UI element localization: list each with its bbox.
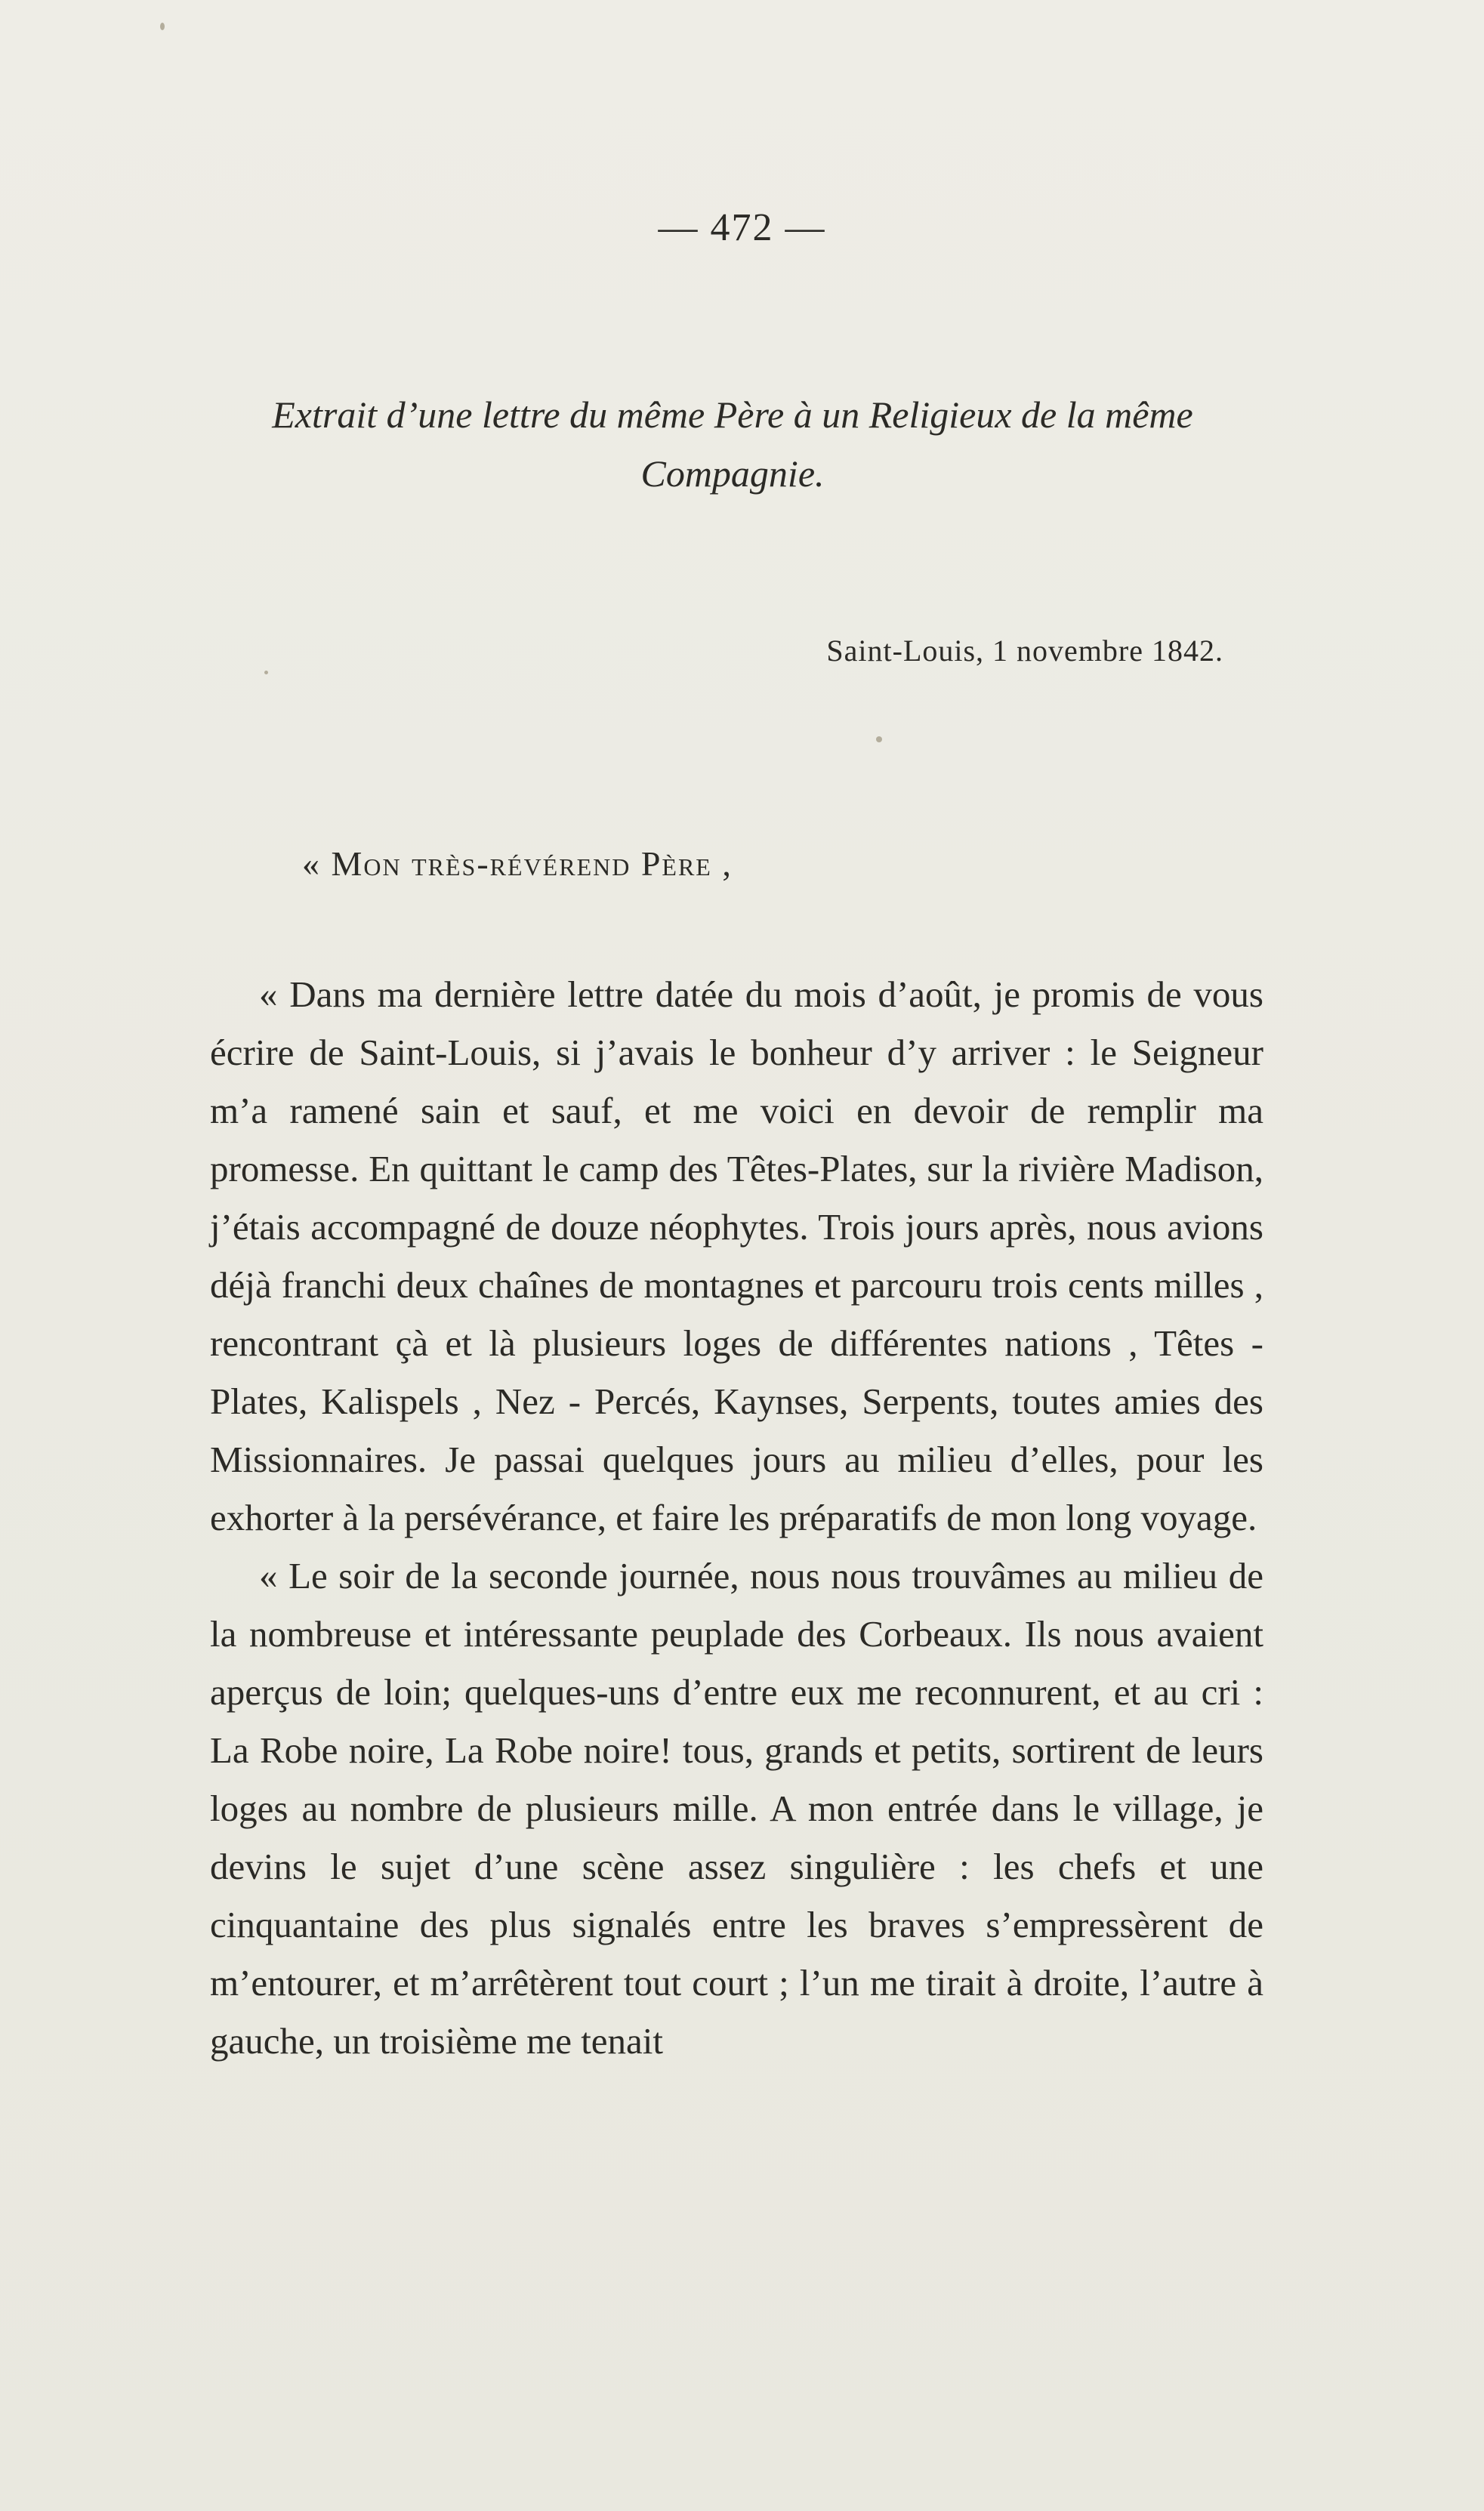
page-number: — 472 — (658, 206, 826, 249)
letter-dateline: Saint-Louis, 1 novembre 1842. (826, 634, 1223, 668)
letter-salutation: « Mon très-révérend Père , (302, 844, 733, 883)
body-paragraph: « Dans ma dernière lettre datée du mois d’août, je promis de vous écrire de Saint-Louis, si j’avais le bonheur d’y arriver : le Seigneur m’a ramené sain et sauf, et me voici en devoir de remplir ma promesse. En quittant le camp des Têtes-Plates, sur la rivière Madison, j’étais accompagné de douze néophytes. Trois jours après, nous avions déjà franchi deux chaînes de montagnes et parcouru trois cents milles , rencontrant çà et là plusieurs loges de différentes nations , Têtes - Plates, Kalispels , Nez - Percés, Kaynses, Serpents, toutes amies des Missionnaires. Je passai quelques jours au milieu d’elles, pour les exhorter à la persévérance, et faire les préparatifs de mon long voyage. (210, 973, 1263, 1538)
print-speck (876, 736, 882, 742)
letter-body (210, 965, 1263, 2070)
letter-heading: Extrait d’une lettre du même Père à un Religieux de la même Compagnie. (272, 393, 1193, 495)
body-paragraph: « Le soir de la seconde journée, nous nous trouvâmes au milieu de la nombreuse et intéressante peuplade des Corbeaux. Ils nous avaient aperçus de loin; quelques-uns d’entre eux me reconnurent, et au cri : La Robe noire, La Robe noire! tous, grands et petits, sortirent de leurs loges au nombre de plusieurs mille. A mon entrée dans le village, je devins le sujet d’une scène assez singulière : les chefs et une cinquantaine des plus signalés entre les braves s’empressèrent de m’entourer, et m’arrêtèrent tout court ; l’un me tirait à droite, l’autre à gauche, un troisième me tenait (210, 1555, 1263, 2062)
print-speck (264, 671, 268, 674)
print-speck (160, 23, 165, 30)
